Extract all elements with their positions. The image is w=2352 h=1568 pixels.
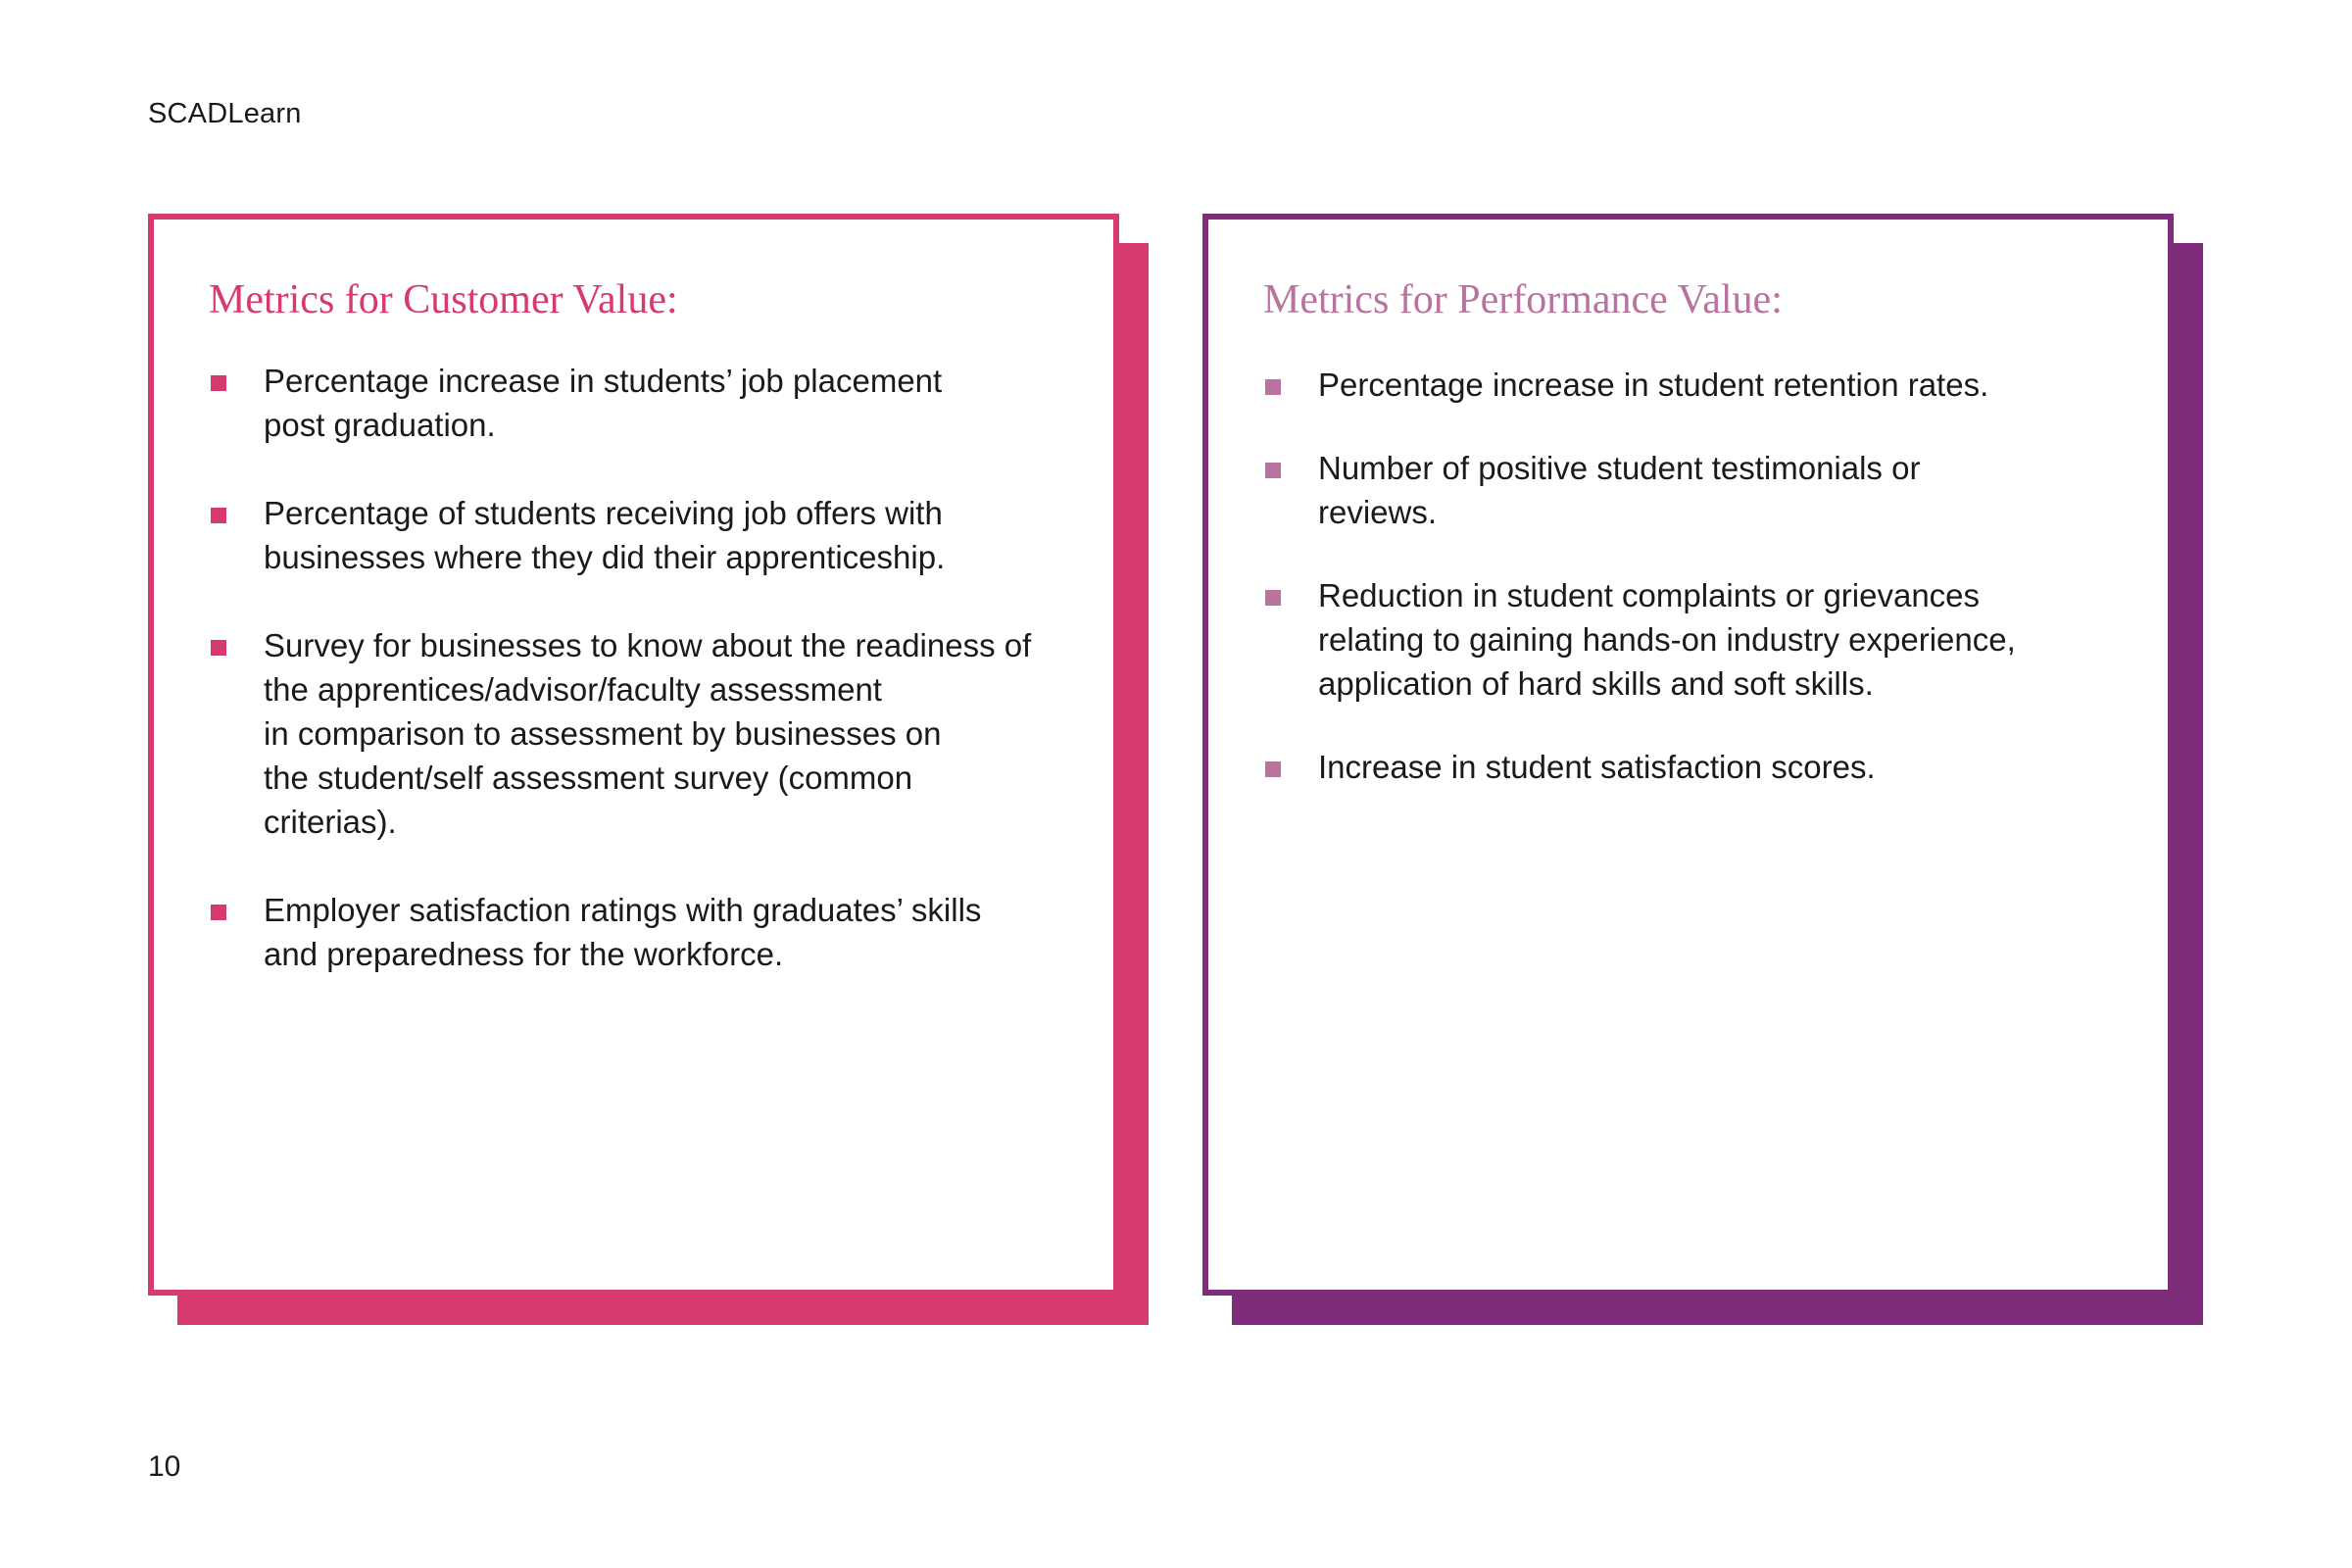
square-bullet-icon [211,508,226,523]
list-item [209,888,1071,976]
performance-metrics-list [1263,363,2126,828]
list-item-line: Reduction in student complaints or grievances [1318,577,1981,613]
list-item [1263,446,2126,534]
square-bullet-icon [211,640,226,656]
list-item-line: Percentage increase in student retention rates. [1318,367,1989,403]
list-item-line: relating to gaining hands-on industry experience, [1318,621,2016,658]
list-item-line: and preparedness for the workforce. [264,936,784,972]
list-item-line: criterias). [264,804,397,840]
list-item-line: Survey for businesses to know about the readiness of [264,627,1032,663]
brand-name: SCADLearn [148,98,302,129]
list-item-line: the student/self assessment survey (common [264,760,913,796]
square-bullet-icon [1265,463,1281,478]
list-item-line: in comparison to assessment by businesses on [264,715,942,752]
list-item-line: reviews. [1318,494,1438,530]
list-item-line: Number of positive student testimonials or [1318,450,1921,486]
square-bullet-icon [1265,379,1281,395]
list-item-line: Employer satisfaction ratings with graduates’ skills [264,892,982,928]
list-item-line: the apprentices/advisor/faculty assessment [264,671,882,708]
customer-metrics-list [209,359,1071,1020]
customer-card-title: Metrics for Customer Value: [209,277,678,322]
list-item-line: Increase in student satisfaction scores. [1318,749,1876,785]
square-bullet-icon [211,375,226,391]
square-bullet-icon [1265,761,1281,777]
customer-card-panel [148,214,1119,1296]
square-bullet-icon [211,905,226,920]
list-item-line: post graduation. [264,407,496,443]
performance-card-title: Metrics for Performance Value: [1263,277,1783,322]
customer-value-card [148,214,1119,1296]
list-item [209,359,1071,447]
list-item [1263,573,2126,706]
list-item-line: Percentage increase in students’ job placement [264,363,943,399]
list-item-line: application of hard skills and soft skills. [1318,665,1874,702]
performance-card-panel [1202,214,2174,1296]
list-item [209,491,1071,579]
list-item-line: businesses where they did their apprenticeship. [264,539,946,575]
page-number: 10 [148,1450,181,1483]
list-item-line: Percentage of students receiving job offers with [264,495,943,531]
list-item [1263,363,2126,407]
square-bullet-icon [1265,590,1281,606]
list-item [209,623,1071,844]
performance-value-card [1202,214,2174,1296]
list-item [1263,745,2126,789]
